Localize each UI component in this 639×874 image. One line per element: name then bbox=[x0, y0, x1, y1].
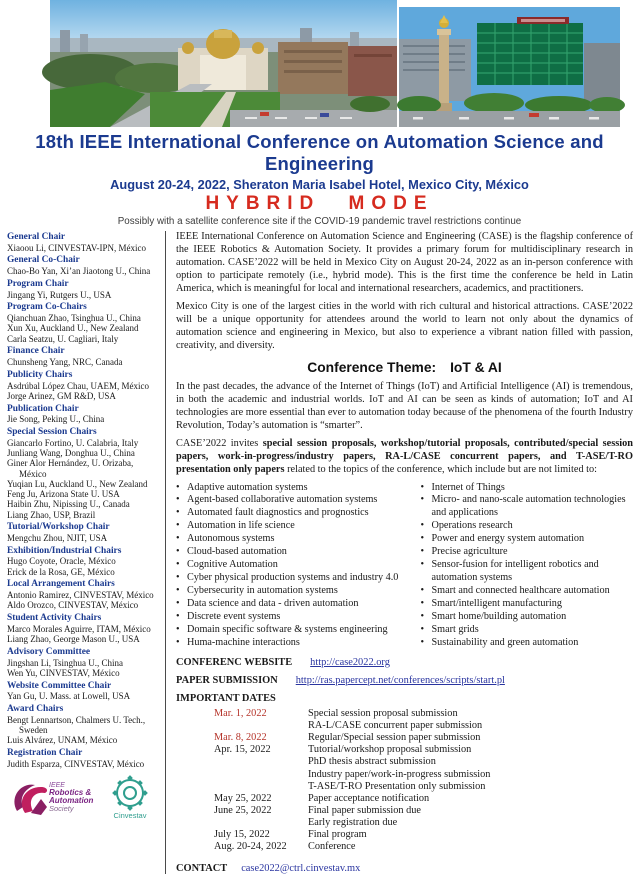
topic-item: • Internet of Things bbox=[420, 482, 633, 495]
person-name: Haibin Zhu, Nipissing U., Canada bbox=[7, 499, 130, 510]
person-name: Chunsheng Yang, NRC, Canada bbox=[7, 357, 123, 368]
theme-heading bbox=[176, 360, 633, 375]
submission-link[interactable]: http://ras.papercept.net/conferences/scripts/start.pl bbox=[295, 674, 505, 686]
topic-item: • Cloud-based automation bbox=[176, 546, 420, 559]
topic-item: • Sensor-fusion for intelligent robotics and automation systems bbox=[420, 559, 633, 585]
person-name: Giner Alor Hernández, U. Orizaba, México bbox=[7, 458, 134, 479]
topic-item: • Smart/intelligent manufacturing bbox=[420, 598, 633, 611]
person-name: Xun Xu, Auckland U., New Zealand bbox=[7, 323, 139, 334]
website-link[interactable]: http://case2022.org bbox=[310, 656, 390, 668]
person-name: Jorge Arinez, GM R&D, USA bbox=[7, 390, 116, 401]
website-label: CONFERENC WEBSITE bbox=[176, 656, 293, 668]
person-name: Carla Seatzu, U. Cagliari, Italy bbox=[7, 333, 119, 344]
date-item: Conference bbox=[308, 841, 356, 853]
person-name: Liang Zhao, USP, Brazil bbox=[7, 509, 96, 520]
contact-label: CONTACT bbox=[176, 862, 228, 874]
person-name: Jie Song, Peking U., China bbox=[7, 414, 105, 425]
date-item: Regular/Special session paper submission bbox=[308, 732, 481, 744]
section-heading: Publicity Chairs bbox=[7, 369, 73, 380]
section-heading: Program Chair bbox=[7, 278, 69, 289]
topic-item: • Cyber physical production systems and industry 4.0 bbox=[176, 572, 420, 585]
date-row bbox=[176, 744, 633, 793]
section-heading: Registration Chair bbox=[7, 748, 83, 759]
sidebar-section bbox=[7, 647, 160, 678]
date-item: PhD thesis abstract submission bbox=[308, 756, 436, 768]
svg-text:Automation: Automation bbox=[49, 796, 94, 805]
intro-paragraph: IEEE International Conference on Automation Science and Engineering (CASE) is the flagship conference of the IEEE Robotics & Automation Society. It provides a primary forum for multidisciplinary research in automation. CASE’2022 will be held in Mexico City on August 20-24, 2022 as an in-person conference with option to participate remotely (i.e., hybrid mode). This is the first time the conference be held in Latin America, which is meaningful for local and international researchers, academics, and practitioners. bbox=[176, 231, 633, 294]
date-row bbox=[176, 732, 633, 744]
person-name: Yuqian Lu, Auckland U., New Zealand bbox=[7, 478, 148, 489]
section-heading: Local Arrangement Chairs bbox=[7, 579, 115, 590]
topic-item: • Domain specific software & systems engineering bbox=[176, 624, 420, 637]
date-items bbox=[308, 708, 482, 732]
section-heading: Award Chairs bbox=[7, 704, 64, 715]
date-item: RA-L/CASE concurrent paper submission bbox=[308, 720, 483, 732]
sidebar-section bbox=[7, 232, 160, 253]
topic-item: • Automated fault diagnostics and prognostics bbox=[176, 507, 420, 520]
person-name: Wen Yu, CINVESTAV, México bbox=[7, 667, 120, 678]
sidebar-section bbox=[7, 681, 160, 702]
topics-list-left bbox=[176, 482, 420, 650]
section-heading: Student Activity Chairs bbox=[7, 613, 102, 624]
topic-item: • Micro- and nano-scale automation technologies and applications bbox=[420, 494, 633, 520]
topic-item: • Data science and data - driven automation bbox=[176, 598, 420, 611]
mexico-city-photo bbox=[50, 0, 397, 127]
date-item: Industry paper/work-in-progress submission bbox=[308, 768, 491, 780]
contact-line bbox=[176, 863, 633, 874]
person-name: Jingshan Li, Tsinghua U., China bbox=[7, 657, 123, 668]
topic-item: • Agent-based collaborative automation systems bbox=[176, 494, 420, 507]
date-item: Paper acceptance notification bbox=[308, 792, 430, 804]
svg-text:Cinvestav: Cinvestav bbox=[113, 811, 147, 820]
person-name: Marco Morales Aguirre, ITAM, México bbox=[7, 623, 151, 634]
date-item: Tutorial/workshop proposal submission bbox=[308, 744, 472, 756]
person-name: Xiaoou Li, CINVESTAV-IPN, México bbox=[7, 242, 147, 253]
section-heading: General Chair bbox=[7, 232, 66, 242]
topic-item: • Autonomous systems bbox=[176, 533, 420, 546]
person-name: Jingang Yi, Rutgers U., USA bbox=[7, 289, 112, 300]
person-name: Hugo Coyote, Oracle, México bbox=[7, 556, 116, 567]
svg-text:IEEE: IEEE bbox=[49, 782, 65, 789]
section-heading: Special Session Chairs bbox=[7, 427, 97, 438]
section-heading: Advisory Committee bbox=[7, 646, 91, 657]
theme-value: IoT & AI bbox=[450, 359, 502, 375]
person-name: Chao-Bo Yan, Xi’an Jiaotong U., China bbox=[7, 266, 151, 277]
date-items bbox=[308, 841, 355, 853]
date-item: Final program bbox=[308, 829, 367, 841]
sidebar-section bbox=[7, 522, 160, 543]
date-cell: Apr. 15, 2022 bbox=[214, 744, 271, 756]
person-name: Yan Gu, U. Mass. at Lowell, USA bbox=[7, 691, 131, 702]
sidebar-section bbox=[7, 255, 160, 276]
topic-item: • Sustainability and green automation bbox=[420, 637, 633, 650]
submission-line bbox=[176, 675, 633, 686]
person-name: Aldo Orozco, CINVESTAV, México bbox=[7, 600, 139, 611]
date-row bbox=[176, 805, 633, 829]
invite-paragraph bbox=[176, 438, 633, 477]
invite-suffix: related to the topics of the conference, which include but are not limited to: bbox=[284, 463, 598, 475]
person-name: Judith Esparza, CINVESTAV, México bbox=[7, 758, 145, 769]
sidebar-section bbox=[7, 427, 160, 520]
sidebar-section bbox=[7, 613, 160, 644]
person-name: Junliang Wang, Donghua U., China bbox=[7, 448, 135, 458]
section-heading: Exhibition/Industrial Chairs bbox=[7, 545, 122, 556]
contact-email[interactable]: case2022@ctrl.cinvestav.mx bbox=[241, 862, 361, 874]
date-items bbox=[308, 793, 429, 805]
person-name: Giancarlo Fortino, U. Calabria, Italy bbox=[7, 437, 139, 448]
section-heading: Finance Chair bbox=[7, 346, 65, 357]
content-columns bbox=[0, 231, 639, 874]
section-heading: Tutorial/Workshop Chair bbox=[7, 522, 110, 533]
date-items bbox=[308, 744, 490, 793]
sidebar-section bbox=[7, 302, 160, 343]
topic-item: • Cybersecurity in automation systems bbox=[176, 585, 420, 598]
website-line bbox=[176, 657, 633, 668]
sidebar-section bbox=[7, 579, 160, 610]
date-items bbox=[308, 732, 480, 744]
important-dates-table bbox=[176, 708, 633, 854]
committee-sidebar bbox=[0, 231, 166, 874]
topic-item: • Automation in life science bbox=[176, 520, 420, 533]
topic-item: • Smart grids bbox=[420, 624, 633, 637]
date-cell: May 25, 2022 bbox=[214, 792, 272, 804]
date-items bbox=[308, 829, 367, 841]
date-cell: July 15, 2022 bbox=[214, 829, 270, 841]
topic-item: • Smart and connected healthcare automation bbox=[420, 585, 633, 598]
person-name: Bengt Lennartson, Chalmers U. Tech., Sweden bbox=[7, 714, 146, 736]
topic-item: • Huma-machine interactions bbox=[176, 637, 420, 650]
date-row bbox=[176, 841, 633, 853]
svg-text:Society: Society bbox=[49, 804, 74, 813]
person-name: Luis Alvárez, UNAM, México bbox=[7, 735, 118, 746]
topic-item: • Discrete event systems bbox=[176, 611, 420, 624]
sponsor-logos bbox=[7, 776, 160, 820]
committee-sections bbox=[7, 232, 160, 769]
topic-item: • Smart home/building automation bbox=[420, 611, 633, 624]
date-cell: Mar. 8, 2022 bbox=[214, 732, 267, 744]
topics-columns bbox=[176, 482, 633, 650]
date-item: Early registration due bbox=[308, 817, 398, 829]
date-items bbox=[308, 805, 421, 829]
hotel-photo bbox=[399, 7, 620, 127]
date-row bbox=[176, 793, 633, 805]
date-item: T-ASE/T-RO Presentation only submission bbox=[308, 780, 486, 792]
section-heading: Publication Chair bbox=[7, 403, 79, 414]
section-heading: Program Co-Chairs bbox=[7, 302, 87, 313]
topic-item: • Operations research bbox=[420, 520, 633, 533]
main-column bbox=[166, 231, 639, 874]
date-cell: June 25, 2022 bbox=[214, 805, 272, 817]
topic-item: • Adaptive automation systems bbox=[176, 482, 420, 495]
date-cell: Aug. 20-24, 2022 bbox=[214, 841, 287, 853]
cinvestav-logo bbox=[104, 776, 156, 820]
topics-list-right bbox=[420, 482, 633, 650]
date-cell: Mar. 1, 2022 bbox=[214, 707, 267, 719]
sidebar-section bbox=[7, 279, 160, 300]
hybrid-mode-banner: HYBRID MODE bbox=[205, 193, 434, 214]
satellite-note: Possibly with a satellite conference site if the COVID-19 pandemic travel restrictions continue bbox=[117, 216, 522, 227]
invite-prefix: CASE’2022 invites bbox=[176, 437, 263, 449]
submission-label: PAPER SUBMISSION bbox=[176, 674, 278, 686]
topic-item: • Power and energy system automation bbox=[420, 533, 633, 546]
topic-item: • Precise agriculture bbox=[420, 546, 633, 559]
sidebar-section bbox=[7, 546, 160, 577]
person-name: Asdrúbal López Chau, UAEM, México bbox=[7, 380, 149, 391]
invite-bold: special session proposals, workshop/tutorial proposals, contributed/special session papers, work-in-progress/industry papers, RA-L/CASE concurrent papers, and T-ASE/T-RO presentation only papers bbox=[176, 437, 633, 475]
person-name: Mengchu Zhou, NJIT, USA bbox=[7, 532, 108, 543]
header-photos bbox=[50, 0, 639, 127]
ieee-ras-logo bbox=[11, 777, 99, 819]
date-item: Special session proposal submission bbox=[308, 707, 458, 719]
sidebar-section bbox=[7, 370, 160, 401]
page-title: 18th IEEE International Conference on Automation Science and Engineering bbox=[35, 131, 604, 174]
theme-label: Conference Theme: bbox=[307, 359, 437, 375]
person-name: Feng Ju, Arizona State U. USA bbox=[7, 489, 120, 499]
sidebar-section bbox=[7, 704, 160, 745]
page-subtitle: August 20-24, 2022, Sheraton Maria Isabel Hotel, Mexico City, México bbox=[110, 177, 529, 192]
date-row bbox=[176, 829, 633, 841]
sidebar-section bbox=[7, 346, 160, 367]
person-name: Erick de la Rosa, GE, México bbox=[7, 566, 115, 577]
important-dates-heading: IMPORTANT DATES bbox=[176, 692, 276, 704]
section-heading: Website Committee Chair bbox=[7, 680, 112, 691]
iot-ai-paragraph: In the past decades, the advance of the Internet of Things (IoT) and Artificial Intelligence (AI) is tremendous, in both the academic and industrial worlds. IoT and AI can be seen as kinds of automation; IoT and AI technologies are more essential than ever to automation today because of the phenomena of the fourth Industry Revolution, Today’s automation is “smarter”. bbox=[176, 380, 633, 431]
date-item: Final paper submission due bbox=[308, 805, 421, 817]
city-paragraph: Mexico City is one of the largest cities in the world with rich cultural and historical attractions. CASE’2022 will be a unique opportunity for attendees around the world to learn not only about the dynamics of automation science and engineering in Mexico, but also to experience a vibrant nation filled with passion, creativity, and diversity. bbox=[176, 300, 633, 351]
person-name: Liang Zhao, George Mason U., USA bbox=[7, 634, 140, 645]
section-heading: General Co-Chair bbox=[7, 255, 80, 266]
sidebar-section bbox=[7, 404, 160, 425]
svg-text:Robotics &: Robotics & bbox=[49, 788, 92, 797]
date-row bbox=[176, 708, 633, 732]
topic-item: • Cognitive Automation bbox=[176, 559, 420, 572]
sidebar-section bbox=[7, 748, 160, 769]
person-name: Antonio Ramirez, CINVESTAV, México bbox=[7, 590, 154, 601]
person-name: Qianchuan Zhao, Tsinghua U., China bbox=[7, 313, 141, 324]
